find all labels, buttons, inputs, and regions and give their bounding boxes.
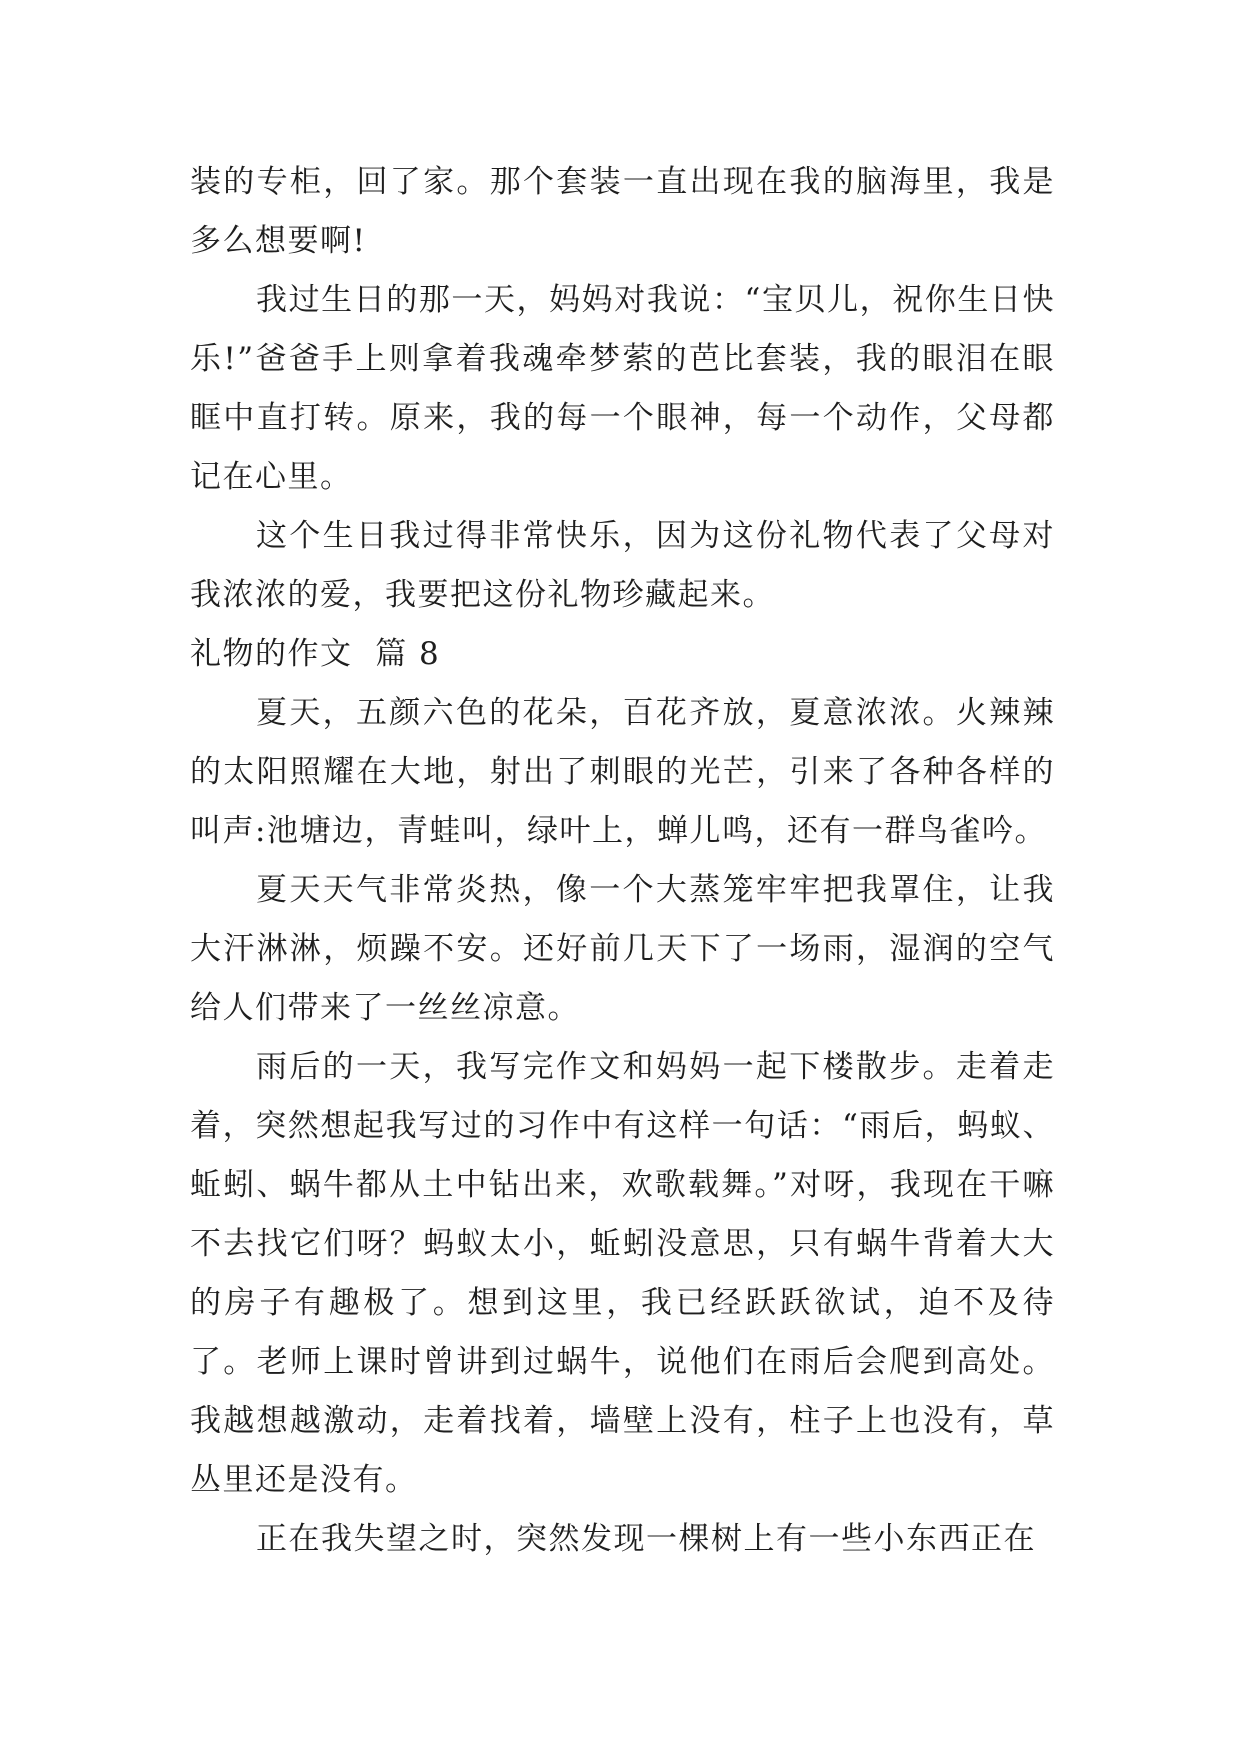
paragraph-disappointed: 正在我失望之时，突然发现一棵树上有一些小东西正在 (256, 1521, 1036, 1557)
paragraph-hot-weather: 夏天天气非常炎热，像一个大蒸笼牢牢把我罩住，让我大汗淋淋，烦躁不安。还好前几天下了一场雨，湿润的空气给人们带来了一丝丝凉意。 (190, 872, 1055, 1026)
paragraph-continued: 装的专柜，回了家。那个套装一直出现在我的脑海里，我是多么想要啊! (190, 164, 1055, 259)
paragraph-happy-birthday: 这个生日我过得非常快乐，因为这份礼物代表了父母对我浓浓的爱，我要把这份礼物珍藏起来。 (190, 518, 1055, 613)
paragraph-birthday: 我过生日的那一天，妈妈对我说：“宝贝儿，祝你生日快乐!”爸爸手上则拿着我魂牵梦萦的芭比套装，我的眼泪在眼眶中直打转。原来，我的每一个眼神，每一个动作，父母都记在心里。 (190, 282, 1055, 495)
paragraph-after-rain: 雨后的一天，我写完作文和妈妈一起下楼散步。走着走着，突然想起我写过的习作中有这样一句话：“雨后，蚂蚁、蚯蚓、蜗牛都从土中钻出来，欢歌载舞。”对呀，我现在干嘛不去找它们呀？蚂蚁太小，蚯蚓没意思，只有蜗牛背着大大的房子有趣极了。想到这里，我已经跃跃欲试，迫不及待了。老师上课时曾讲到过蜗牛，说他们在雨后会爬到高处。我越想越激动，走着找着，墙壁上没有，柱子上也没有，草丛里还是没有。 (190, 1049, 1055, 1498)
document-body (190, 153, 1055, 1569)
paragraph-summer: 夏天，五颜六色的花朵，百花齐放，夏意浓浓。火辣辣的太阳照耀在大地，射出了刺眼的光芒，引来了各种各样的叫声:池塘边，青蛙叫，绿叶上，蝉儿鸣，还有一群鸟雀吟。 (190, 695, 1055, 849)
section-title: 礼物的作文 篇 8 (190, 636, 441, 672)
